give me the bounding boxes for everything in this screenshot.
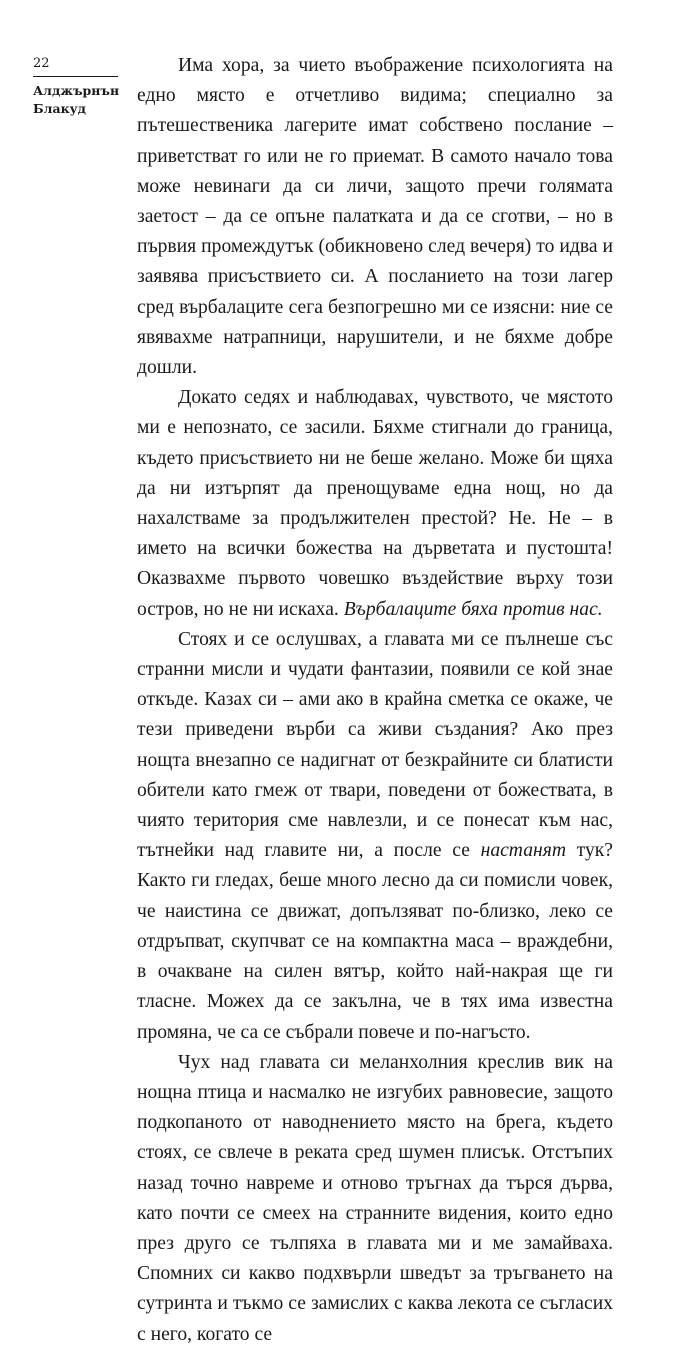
paragraph	[137, 51, 613, 383]
paragraph	[137, 383, 613, 625]
italic-text: настанят	[480, 840, 566, 862]
text-run: Стоях и се ослушвах, а главата ми се пълнеше със странни мисли и чудати фантазии, появили се кой знае откъде. Казах си – ами ако в крайна сметка се окаже, че тези приведени върби са живи създания? Ако през нощта внезапно се надигнат от безкрайните си блатисти обители като гмеж от твари, поведени от божествата, в чиято територия сме навлезли, и се понесат към нас, тътнейки над главите ни, а после се	[137, 628, 613, 862]
text-run: Чух над главата си меланхолния креслив вик на нощна птица и насмалко не изгубих равновесие, защото подкопаното от наводнението място на брега, където стоях, се свлече в реката сред шумен плисък. Отстъпих назад точно навреме и отново тръгнах да търся дърва, като почти се смеех на странните видения, които едно през друго се тълпяха в главата ми и ме замайваха. Спомних си какво подхвърли шведът за тръгването на сутринта и тъкмо се замислих с каква лекота се съгласих с него, когато се	[137, 1051, 613, 1345]
italic-text: Върбалаците бяха против нас.	[343, 598, 603, 620]
margin-rule	[33, 76, 118, 77]
text-run: тук? Както ги гледах, беше много лесно да си помисли човек, че наистина се движат, допълзяват по-близко, леко се отдръпват, скупчват се на компактна маса – враждебни, в очакване на силен вятър, който най-накрая ще ги тласне. Можех да се закълна, че в тях има известна промяна, че са се събрали повече и по-нагъсто.	[137, 840, 613, 1043]
paragraph	[137, 1048, 613, 1350]
text-run: Докато седях и наблюдавах, чувството, че мястото ми е непознато, се засили. Бяхме стигнали до граница, където присъствието ни не беше желано. Може би щяха да ни изтърпят да пренощуваме една нощ, но да нахалстваме за продължителен престой? Не. Не – в името на всички божества на дърветата и пустошта! Оказвахме първото човешко въздействие върху този остров, но не ни искаха.	[137, 387, 613, 620]
text-run: Има хора, за чието въображение психологията на едно място е отчетливо видима; специално за пътешественика лагерите имат собствено послание – приветстват го или не го приемат. В самото начало това може невинаги да си личи, защото пречи голямата заетост – да се опъне палатката и да се сготви, – но в първия промеждутък (обикновено след вечеря) то идва и заявява присъствието си. А посланието на този лагер сред върбалаците сега безпогрешно ми се изясни: ние се явявахме натрапници, нарушители, и не бяхме добре дошли.	[137, 55, 613, 379]
running-head-author	[33, 82, 133, 118]
paragraph	[137, 625, 613, 1048]
body-text	[137, 51, 613, 1350]
page-number: 22	[33, 56, 50, 71]
author-first-name: Алджърнън	[33, 83, 120, 98]
author-last-name: Блакуд	[33, 101, 86, 116]
